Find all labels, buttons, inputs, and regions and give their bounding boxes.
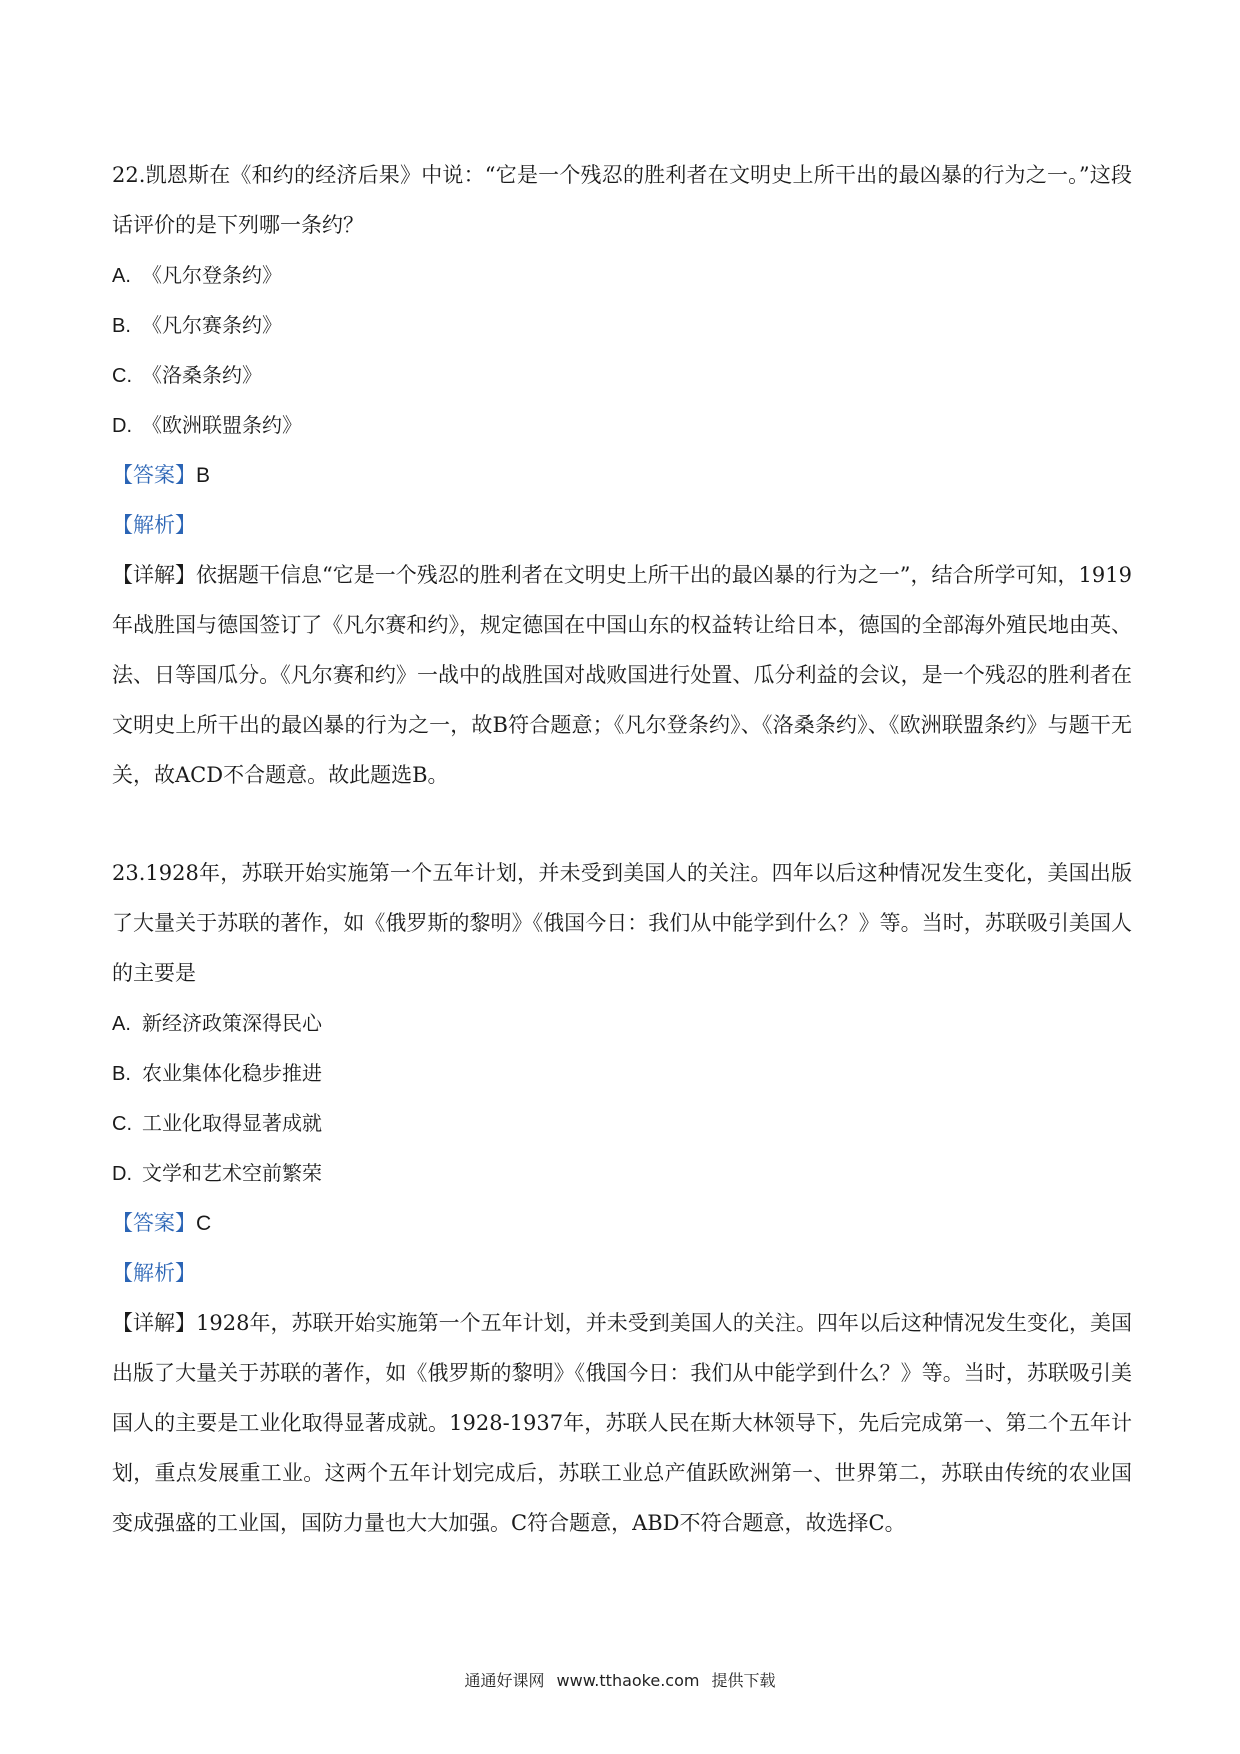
option-text: 农业集体化稳步推进 <box>142 1061 322 1085</box>
option-text: 文学和艺术空前繁荣 <box>142 1161 322 1185</box>
option-text: 《凡尔赛条约》 <box>142 313 282 337</box>
option-b <box>112 300 1132 350</box>
option-letter: B. <box>112 1063 131 1085</box>
detail-label: 【详解】 <box>112 1311 197 1335</box>
answer-label: 【答案】 <box>112 1211 196 1235</box>
question-stem: 23.1928年，苏联开始实施第一个五年计划，并未受到美国人的关注。四年以后这种情况发生变化，美国出版了大量关于苏联的著作，如《俄罗斯的黎明》《俄国今日：我们从中能学到什么？》等。当时，苏联吸引美国人的主要是 <box>112 861 1132 985</box>
option-letter: A. <box>112 265 131 287</box>
option-text: 《凡尔登条约》 <box>142 263 282 287</box>
detail-text: 1928年，苏联开始实施第一个五年计划，并未受到美国人的关注。四年以后这种情况发生变化，美国出版了大量关于苏联的著作，如《俄罗斯的黎明》《俄国今日：我们从中能学到什么？》等。当时，苏联吸引美国人的主要是工业化取得显著成就。1928-1937年，苏联人民在斯大林领导下，先后完成第一、第二个五年计划，重点发展重工业。这两个五年计划完成后，苏联工业总产值跃欧洲第一、世界第二，苏联由传统的农业国变成强盛的工业国，国防力量也大大加强。C符合题意，ABD不符合题意，故选择C。 <box>112 1311 1133 1535</box>
option-c <box>112 1098 1132 1148</box>
option-letter: D. <box>112 415 132 437</box>
option-letter: C. <box>112 365 132 387</box>
option-text: 《欧洲联盟条约》 <box>142 413 302 437</box>
option-text: 工业化取得显著成就 <box>142 1111 322 1135</box>
analysis-label: 【解析】 <box>112 513 196 537</box>
question-stem: 22.凯恩斯在《和约的经济后果》中说：“它是一个残忍的胜利者在文明史上所干出的最凶暴的行为之一。”这段话评价的是下列哪一条约？ <box>112 163 1132 237</box>
document-body <box>112 150 1132 1548</box>
analysis-line <box>112 500 1132 550</box>
footer-suffix: 提供下载 <box>711 1671 776 1690</box>
option-a <box>112 998 1132 1048</box>
option-a <box>112 250 1132 300</box>
analysis-label: 【解析】 <box>112 1261 196 1285</box>
option-d <box>112 400 1132 450</box>
answer-line <box>112 450 1132 500</box>
analysis-line <box>112 1248 1132 1298</box>
option-letter: D. <box>112 1163 132 1185</box>
answer-label: 【答案】 <box>112 463 196 487</box>
detail-paragraph <box>112 1298 1132 1548</box>
option-c <box>112 350 1132 400</box>
question-22 <box>112 150 1132 800</box>
footer-url[interactable]: www.tthaoke.com <box>556 1671 700 1690</box>
option-text: 《洛桑条约》 <box>142 363 262 387</box>
option-letter: A. <box>112 1013 131 1035</box>
option-b <box>112 1048 1132 1098</box>
detail-label: 【详解】 <box>112 563 197 587</box>
option-d <box>112 1148 1132 1198</box>
option-letter: C. <box>112 1113 132 1135</box>
answer-value: C <box>196 1212 212 1235</box>
answer-line <box>112 1198 1132 1248</box>
detail-paragraph <box>112 550 1132 800</box>
page-footer <box>0 1668 1240 1691</box>
question-23 <box>112 848 1132 1548</box>
answer-value: B <box>196 464 211 487</box>
option-text: 新经济政策深得民心 <box>142 1011 322 1035</box>
detail-text: 依据题干信息“它是一个残忍的胜利者在文明史上所干出的最凶暴的行为之一”，结合所学可知，1919年战胜国与德国签订了《凡尔赛和约》，规定德国在中国山东的权益转让给日本，德国的全部海外殖民地由英、法、日等国瓜分。《凡尔赛和约》一战中的战胜国对战败国进行处置、瓜分利益的会议，是一个残忍的胜利者在文明史上所干出的最凶暴的行为之一，故B符合题意；《凡尔登条约》、《洛桑条约》、《欧洲联盟条约》与题干无关，故ACD不合题意。故此题选B。 <box>112 563 1132 787</box>
footer-site-name: 通通好课网 <box>464 1671 545 1690</box>
option-letter: B. <box>112 315 131 337</box>
